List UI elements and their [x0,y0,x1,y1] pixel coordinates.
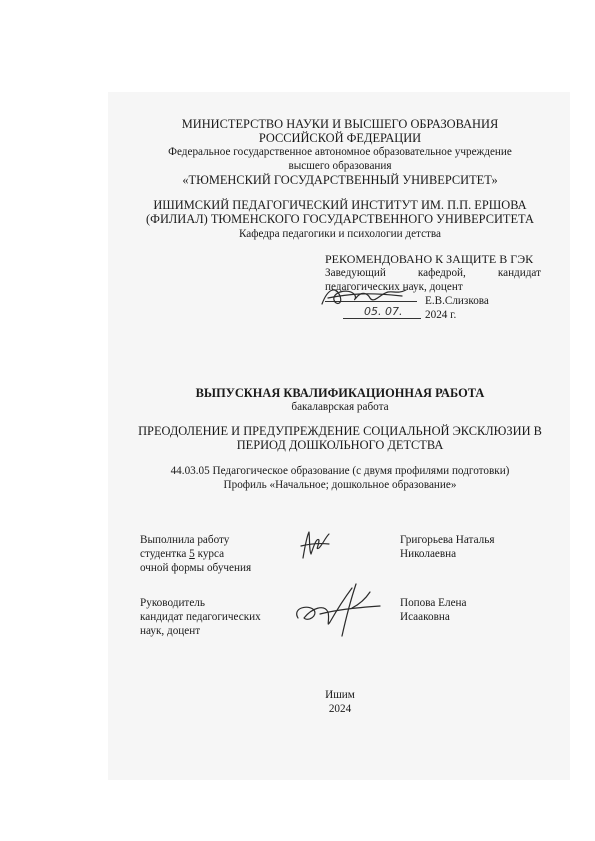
footer-city: Ишим [325,689,355,701]
recommendation-position: Заведующий кафедрой, кандидат [325,267,541,279]
institution-line-2: высшего образования [288,159,392,172]
supervisor-label: Руководитель кандидат педагогических наук, доцент [140,597,261,637]
footer [110,689,570,716]
recommendation-position-line-2: педагогических наук, доцент [325,281,463,293]
department-name: Кафедра педагогики и психологии детства [238,228,442,240]
recommendation-year: 2024 г. [425,309,457,321]
recommendation-signer: Е.В.Слизкова [425,295,489,307]
ministry-heading [110,117,570,145]
program-info [110,465,570,492]
author-course: студентка 5 курса [140,548,225,560]
institution-line-1: Федеральное государственное автономное образовательное учреждение [168,146,512,158]
work-subtype: бакалаврская работа [291,401,389,413]
footer-year: 2024 [328,702,352,715]
ministry-line-2: РОССИЙСКОЙ ФЕДЕРАЦИИ [258,131,422,145]
head-signature-icon [318,282,410,310]
author-signature-icon [297,528,333,562]
work-title-line-1: ПРЕОДОЛЕНИЕ И ПРЕДУПРЕЖДЕНИЕ СОЦИАЛЬНОЙ ЭКСКЛЮЗИИ В [138,424,542,438]
institution-heading [110,146,570,173]
supervisor-signature-icon [290,578,384,640]
program-line-2: Профиль «Начальное; дошкольное образование» [223,478,457,491]
supervisor-name: Попова Елена Исааковна [400,597,467,623]
branch-line-1: ИШИМСКИЙ ПЕДАГОГИЧЕСКИЙ ИНСТИТУТ ИМ. П.П. ЕРШОВА [153,198,527,212]
ministry-line-1: МИНИСТЕРСТВО НАУКИ И ВЫСШЕГО ОБРАЗОВАНИЯ [181,117,499,131]
work-title-line-2: ПЕРИОД ДОШКОЛЬНОГО ДЕТСТВА [236,438,444,452]
university-name: «ТЮМЕНСКИЙ ГОСУДАРСТВЕННЫЙ УНИВЕРСИТЕТ» [182,173,498,187]
author-label: Выполнила работу студентка 5 курса очной формы обучения [140,534,252,574]
work-title [110,424,570,452]
work-type: ВЫПУСКНАЯ КВАЛИФИКАЦИОННАЯ РАБОТА [195,386,485,400]
recommendation-title: РЕКОМЕНДОВАНО К ЗАЩИТЕ В ГЭК [325,252,534,266]
author-name: Григорьева Наталья Николаевна [400,534,495,560]
program-line-1: 44.03.05 Педагогическое образование (с двумя профилями подготовки) [170,465,510,477]
branch-heading [110,198,570,226]
handwritten-date: 05. 07. [364,305,403,318]
branch-line-2: (ФИЛИАЛ) ТЮМЕНСКОГО ГОСУДАРСТВЕННОГО УНИВЕРСИТЕТА [146,212,534,226]
